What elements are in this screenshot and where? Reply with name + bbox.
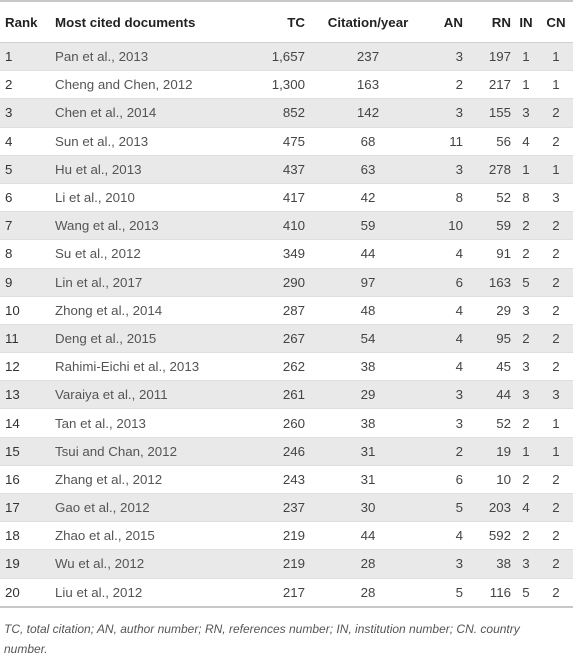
cell-rn: 217 xyxy=(465,71,513,99)
cell-tc: 410 xyxy=(235,212,313,240)
cell-rn: 38 xyxy=(465,550,513,578)
cell-rank: 5 xyxy=(0,155,55,183)
cell-an: 4 xyxy=(423,240,465,268)
cell-in: 1 xyxy=(513,155,539,183)
cell-cn: 2 xyxy=(539,99,573,127)
cell-in: 8 xyxy=(513,183,539,211)
table-row xyxy=(0,324,573,352)
cell-cn: 1 xyxy=(539,43,573,71)
cell-document: Zhang et al., 2012 xyxy=(55,465,235,493)
cell-citation-per-year: 44 xyxy=(313,522,423,550)
cell-in: 1 xyxy=(513,71,539,99)
cell-in: 2 xyxy=(513,522,539,550)
cell-tc: 1,657 xyxy=(235,43,313,71)
cell-tc: 349 xyxy=(235,240,313,268)
cell-cn: 2 xyxy=(539,127,573,155)
cell-rank: 10 xyxy=(0,296,55,324)
cell-in: 5 xyxy=(513,578,539,607)
cell-in: 2 xyxy=(513,409,539,437)
cell-in: 3 xyxy=(513,381,539,409)
cell-rn: 163 xyxy=(465,268,513,296)
cell-cn: 2 xyxy=(539,578,573,607)
table-row xyxy=(0,550,573,578)
cell-document: Li et al., 2010 xyxy=(55,183,235,211)
cell-document: Chen et al., 2014 xyxy=(55,99,235,127)
cell-tc: 852 xyxy=(235,99,313,127)
cell-rank: 8 xyxy=(0,240,55,268)
cell-citation-per-year: 142 xyxy=(313,99,423,127)
cell-rn: 203 xyxy=(465,494,513,522)
cell-tc: 243 xyxy=(235,465,313,493)
cell-rank: 7 xyxy=(0,212,55,240)
cell-cn: 2 xyxy=(539,240,573,268)
cell-an: 3 xyxy=(423,155,465,183)
table-header xyxy=(0,1,573,43)
cell-an: 3 xyxy=(423,409,465,437)
cell-tc: 1,300 xyxy=(235,71,313,99)
cell-rank: 16 xyxy=(0,465,55,493)
cell-rank: 19 xyxy=(0,550,55,578)
cell-document: Wu et al., 2012 xyxy=(55,550,235,578)
cell-cn: 2 xyxy=(539,296,573,324)
cell-rn: 91 xyxy=(465,240,513,268)
cell-rank: 9 xyxy=(0,268,55,296)
cell-rank: 17 xyxy=(0,494,55,522)
cell-in: 3 xyxy=(513,296,539,324)
cell-citation-per-year: 42 xyxy=(313,183,423,211)
cell-rn: 197 xyxy=(465,43,513,71)
cell-an: 10 xyxy=(423,212,465,240)
table-row xyxy=(0,409,573,437)
cell-rank: 20 xyxy=(0,578,55,607)
cell-in: 2 xyxy=(513,465,539,493)
cell-document: Rahimi-Eichi et al., 2013 xyxy=(55,353,235,381)
header-citation-per-year: Citation/year xyxy=(313,1,423,43)
cell-in: 1 xyxy=(513,437,539,465)
cell-rn: 29 xyxy=(465,296,513,324)
cell-tc: 246 xyxy=(235,437,313,465)
cell-citation-per-year: 63 xyxy=(313,155,423,183)
cell-rn: 19 xyxy=(465,437,513,465)
cell-tc: 475 xyxy=(235,127,313,155)
cell-document: Gao et al., 2012 xyxy=(55,494,235,522)
table-body xyxy=(0,43,573,607)
table-row xyxy=(0,465,573,493)
cell-an: 3 xyxy=(423,550,465,578)
table-row xyxy=(0,183,573,211)
cell-rn: 59 xyxy=(465,212,513,240)
cell-in: 1 xyxy=(513,43,539,71)
cell-an: 3 xyxy=(423,43,465,71)
table-row xyxy=(0,99,573,127)
cell-in: 4 xyxy=(513,127,539,155)
cell-citation-per-year: 30 xyxy=(313,494,423,522)
cell-document: Sun et al., 2013 xyxy=(55,127,235,155)
cell-tc: 267 xyxy=(235,324,313,352)
cell-an: 2 xyxy=(423,71,465,99)
cell-citation-per-year: 59 xyxy=(313,212,423,240)
cell-document: Zhong et al., 2014 xyxy=(55,296,235,324)
table-row xyxy=(0,494,573,522)
cell-rn: 52 xyxy=(465,409,513,437)
cell-citation-per-year: 31 xyxy=(313,437,423,465)
table-row xyxy=(0,212,573,240)
cell-rank: 13 xyxy=(0,381,55,409)
cell-rn: 592 xyxy=(465,522,513,550)
cell-in: 5 xyxy=(513,268,539,296)
header-cn: CN xyxy=(539,1,573,43)
cell-rn: 278 xyxy=(465,155,513,183)
cell-rank: 15 xyxy=(0,437,55,465)
table-row xyxy=(0,353,573,381)
cell-document: Deng et al., 2015 xyxy=(55,324,235,352)
cell-rank: 12 xyxy=(0,353,55,381)
cell-rank: 14 xyxy=(0,409,55,437)
cell-cn: 1 xyxy=(539,409,573,437)
cell-citation-per-year: 28 xyxy=(313,550,423,578)
cell-rn: 44 xyxy=(465,381,513,409)
cell-document: Cheng and Chen, 2012 xyxy=(55,71,235,99)
cell-an: 4 xyxy=(423,296,465,324)
table-row xyxy=(0,268,573,296)
cell-cn: 2 xyxy=(539,494,573,522)
cell-citation-per-year: 31 xyxy=(313,465,423,493)
cell-in: 2 xyxy=(513,240,539,268)
table-row xyxy=(0,381,573,409)
header-rank: Rank xyxy=(0,1,55,43)
cell-document: Wang et al., 2013 xyxy=(55,212,235,240)
cell-cn: 1 xyxy=(539,155,573,183)
cell-citation-per-year: 97 xyxy=(313,268,423,296)
cell-in: 3 xyxy=(513,550,539,578)
cell-document: Pan et al., 2013 xyxy=(55,43,235,71)
table-row xyxy=(0,71,573,99)
cell-rn: 56 xyxy=(465,127,513,155)
header-row xyxy=(0,1,573,43)
table-row xyxy=(0,437,573,465)
cell-an: 11 xyxy=(423,127,465,155)
header-an: AN xyxy=(423,1,465,43)
cell-document: Lin et al., 2017 xyxy=(55,268,235,296)
cell-cn: 2 xyxy=(539,353,573,381)
cell-citation-per-year: 29 xyxy=(313,381,423,409)
cell-citation-per-year: 38 xyxy=(313,409,423,437)
cell-rank: 2 xyxy=(0,71,55,99)
table-row xyxy=(0,522,573,550)
cell-tc: 417 xyxy=(235,183,313,211)
cell-cn: 1 xyxy=(539,71,573,99)
cell-rank: 3 xyxy=(0,99,55,127)
cell-in: 3 xyxy=(513,99,539,127)
table-row xyxy=(0,127,573,155)
cell-cn: 2 xyxy=(539,212,573,240)
cell-citation-per-year: 68 xyxy=(313,127,423,155)
cell-rank: 11 xyxy=(0,324,55,352)
cell-rn: 95 xyxy=(465,324,513,352)
cell-an: 4 xyxy=(423,324,465,352)
cell-in: 4 xyxy=(513,494,539,522)
cell-in: 2 xyxy=(513,212,539,240)
cell-cn: 2 xyxy=(539,550,573,578)
cell-cn: 2 xyxy=(539,324,573,352)
cell-citation-per-year: 237 xyxy=(313,43,423,71)
cell-tc: 217 xyxy=(235,578,313,607)
cell-an: 6 xyxy=(423,465,465,493)
table-row xyxy=(0,43,573,71)
cell-tc: 261 xyxy=(235,381,313,409)
cell-document: Liu et al., 2012 xyxy=(55,578,235,607)
cell-rank: 1 xyxy=(0,43,55,71)
cell-tc: 219 xyxy=(235,522,313,550)
table-row xyxy=(0,578,573,607)
cell-tc: 219 xyxy=(235,550,313,578)
table-footnote: TC, total citation; AN, author number; RN, references number; IN, institution number; CN. country number. xyxy=(4,621,520,656)
cell-an: 2 xyxy=(423,437,465,465)
cell-an: 5 xyxy=(423,494,465,522)
cell-citation-per-year: 48 xyxy=(313,296,423,324)
cell-cn: 3 xyxy=(539,183,573,211)
cell-citation-per-year: 163 xyxy=(313,71,423,99)
cell-document: Tan et al., 2013 xyxy=(55,409,235,437)
cell-cn: 2 xyxy=(539,268,573,296)
cell-document: Hu et al., 2013 xyxy=(55,155,235,183)
cell-an: 3 xyxy=(423,381,465,409)
cell-rn: 52 xyxy=(465,183,513,211)
cell-rn: 10 xyxy=(465,465,513,493)
table-row xyxy=(0,240,573,268)
cell-cn: 1 xyxy=(539,437,573,465)
table-row xyxy=(0,296,573,324)
cell-rn: 155 xyxy=(465,99,513,127)
cell-tc: 437 xyxy=(235,155,313,183)
cell-in: 2 xyxy=(513,324,539,352)
cell-citation-per-year: 44 xyxy=(313,240,423,268)
cell-an: 4 xyxy=(423,353,465,381)
cell-cn: 3 xyxy=(539,381,573,409)
table-row xyxy=(0,155,573,183)
cell-citation-per-year: 38 xyxy=(313,353,423,381)
header-tc: TC xyxy=(235,1,313,43)
cell-tc: 262 xyxy=(235,353,313,381)
cell-an: 4 xyxy=(423,522,465,550)
cell-rn: 45 xyxy=(465,353,513,381)
cell-an: 3 xyxy=(423,99,465,127)
cell-rn: 116 xyxy=(465,578,513,607)
cell-tc: 290 xyxy=(235,268,313,296)
cell-cn: 2 xyxy=(539,522,573,550)
header-rn: RN xyxy=(465,1,513,43)
cell-an: 6 xyxy=(423,268,465,296)
cell-document: Su et al., 2012 xyxy=(55,240,235,268)
cell-cn: 2 xyxy=(539,465,573,493)
header-in: IN xyxy=(513,1,539,43)
cell-rank: 18 xyxy=(0,522,55,550)
cell-document: Varaiya et al., 2011 xyxy=(55,381,235,409)
cell-tc: 237 xyxy=(235,494,313,522)
cell-in: 3 xyxy=(513,353,539,381)
cell-an: 8 xyxy=(423,183,465,211)
cell-document: Zhao et al., 2015 xyxy=(55,522,235,550)
cell-citation-per-year: 28 xyxy=(313,578,423,607)
cell-citation-per-year: 54 xyxy=(313,324,423,352)
cell-tc: 260 xyxy=(235,409,313,437)
cell-an: 5 xyxy=(423,578,465,607)
cell-tc: 287 xyxy=(235,296,313,324)
header-most-cited-documents: Most cited documents xyxy=(55,1,235,43)
cell-rank: 4 xyxy=(0,127,55,155)
cell-rank: 6 xyxy=(0,183,55,211)
cell-document: Tsui and Chan, 2012 xyxy=(55,437,235,465)
